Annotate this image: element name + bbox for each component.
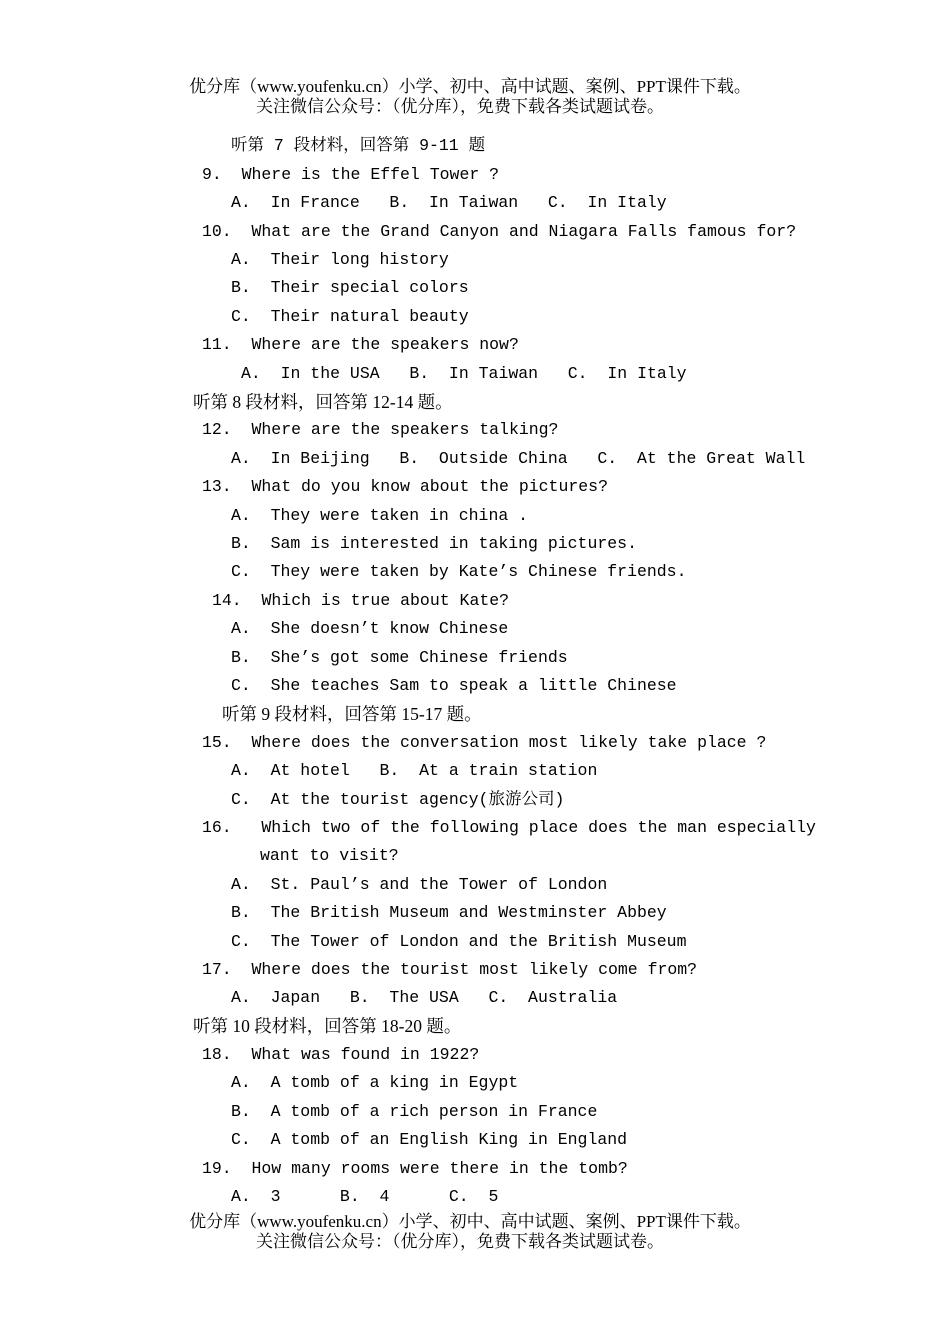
section-heading-10: 听第 10 段材料，回答第 18-20 题。 — [193, 1016, 462, 1036]
option-18b: B. A tomb of a rich person in France — [231, 1102, 598, 1121]
footer-line-2: 关注微信公众号：（优分库），免费下载各类试题试卷。 — [256, 1232, 664, 1251]
option-16b: B. The British Museum and Westminster Abbey — [231, 903, 667, 922]
question-13: 13. What do you know about the pictures? — [202, 477, 608, 496]
option-15c: C. At the tourist agency(旅游公司) — [231, 790, 565, 809]
options-19: A. 3 B. 4 C. 5 — [231, 1187, 499, 1206]
option-10a: A. Their long history — [231, 250, 449, 269]
option-15ab: A. At hotel B. At a train station — [231, 761, 598, 780]
option-14a: A. She doesn’t know Chinese — [231, 619, 509, 638]
options-12: A. In Beijing B. Outside China C. At the Great Wall — [231, 449, 806, 468]
option-16c: C. The Tower of London and the British Museum — [231, 932, 687, 951]
option-10c: C. Their natural beauty — [231, 307, 469, 326]
option-10b: B. Their special colors — [231, 278, 469, 297]
footer-line-1: 优分库（www.youfenku.cn）小学、初中、高中试题、案例、PPT课件下载。 — [189, 1212, 751, 1231]
option-18a: A. A tomb of a king in Egypt — [231, 1073, 519, 1092]
question-16-cont: want to visit? — [260, 846, 399, 865]
page-header — [0, 77, 950, 117]
question-15: 15. Where does the conversation most likely take place ? — [202, 733, 767, 752]
section-heading-8: 听第 8 段材料，回答第 12-14 题。 — [193, 392, 453, 412]
option-14c: C. She teaches Sam to speak a little Chinese — [231, 676, 677, 695]
section-heading-7: 听第 7 段材料，回答第 9-11 题 — [231, 136, 486, 155]
question-12: 12. Where are the speakers talking? — [202, 420, 559, 439]
header-line-1: 优分库（www.youfenku.cn）小学、初中、高中试题、案例、PPT课件下载。 — [189, 77, 751, 96]
option-18c: C. A tomb of an English King in England — [231, 1130, 628, 1149]
section-heading-9: 听第 9 段材料，回答第 15-17 题。 — [222, 704, 482, 724]
question-17: 17. Where does the tourist most likely come from? — [202, 960, 698, 979]
question-10: 10. What are the Grand Canyon and Niagara Falls famous for? — [202, 222, 797, 241]
question-9: 9. Where is the Effel Tower ? — [202, 165, 500, 184]
options-17: A. Japan B. The USA C. Australia — [231, 988, 618, 1007]
option-14b: B. She’s got some Chinese friends — [231, 648, 568, 667]
question-14: 14. Which is true about Kate? — [212, 591, 510, 610]
option-16a: A. St. Paul’s and the Tower of London — [231, 875, 608, 894]
header-line-2: 关注微信公众号：（优分库），免费下载各类试题试卷。 — [256, 97, 664, 116]
option-13b: B. Sam is interested in taking pictures. — [231, 534, 637, 553]
question-16: 16. Which two of the following place does the man especially — [202, 818, 816, 837]
option-13c: C. They were taken by Kate’s Chinese friends. — [231, 562, 687, 581]
option-13a: A. They were taken in china . — [231, 506, 529, 525]
options-9: A. In France B. In Taiwan C. In Italy — [231, 193, 667, 212]
question-11: 11. Where are the speakers now? — [202, 335, 519, 354]
options-11: A. In the USA B. In Taiwan C. In Italy — [241, 364, 687, 383]
question-18: 18. What was found in 1922? — [202, 1045, 480, 1064]
question-19: 19. How many rooms were there in the tomb? — [202, 1159, 628, 1178]
page-footer — [0, 1212, 950, 1252]
